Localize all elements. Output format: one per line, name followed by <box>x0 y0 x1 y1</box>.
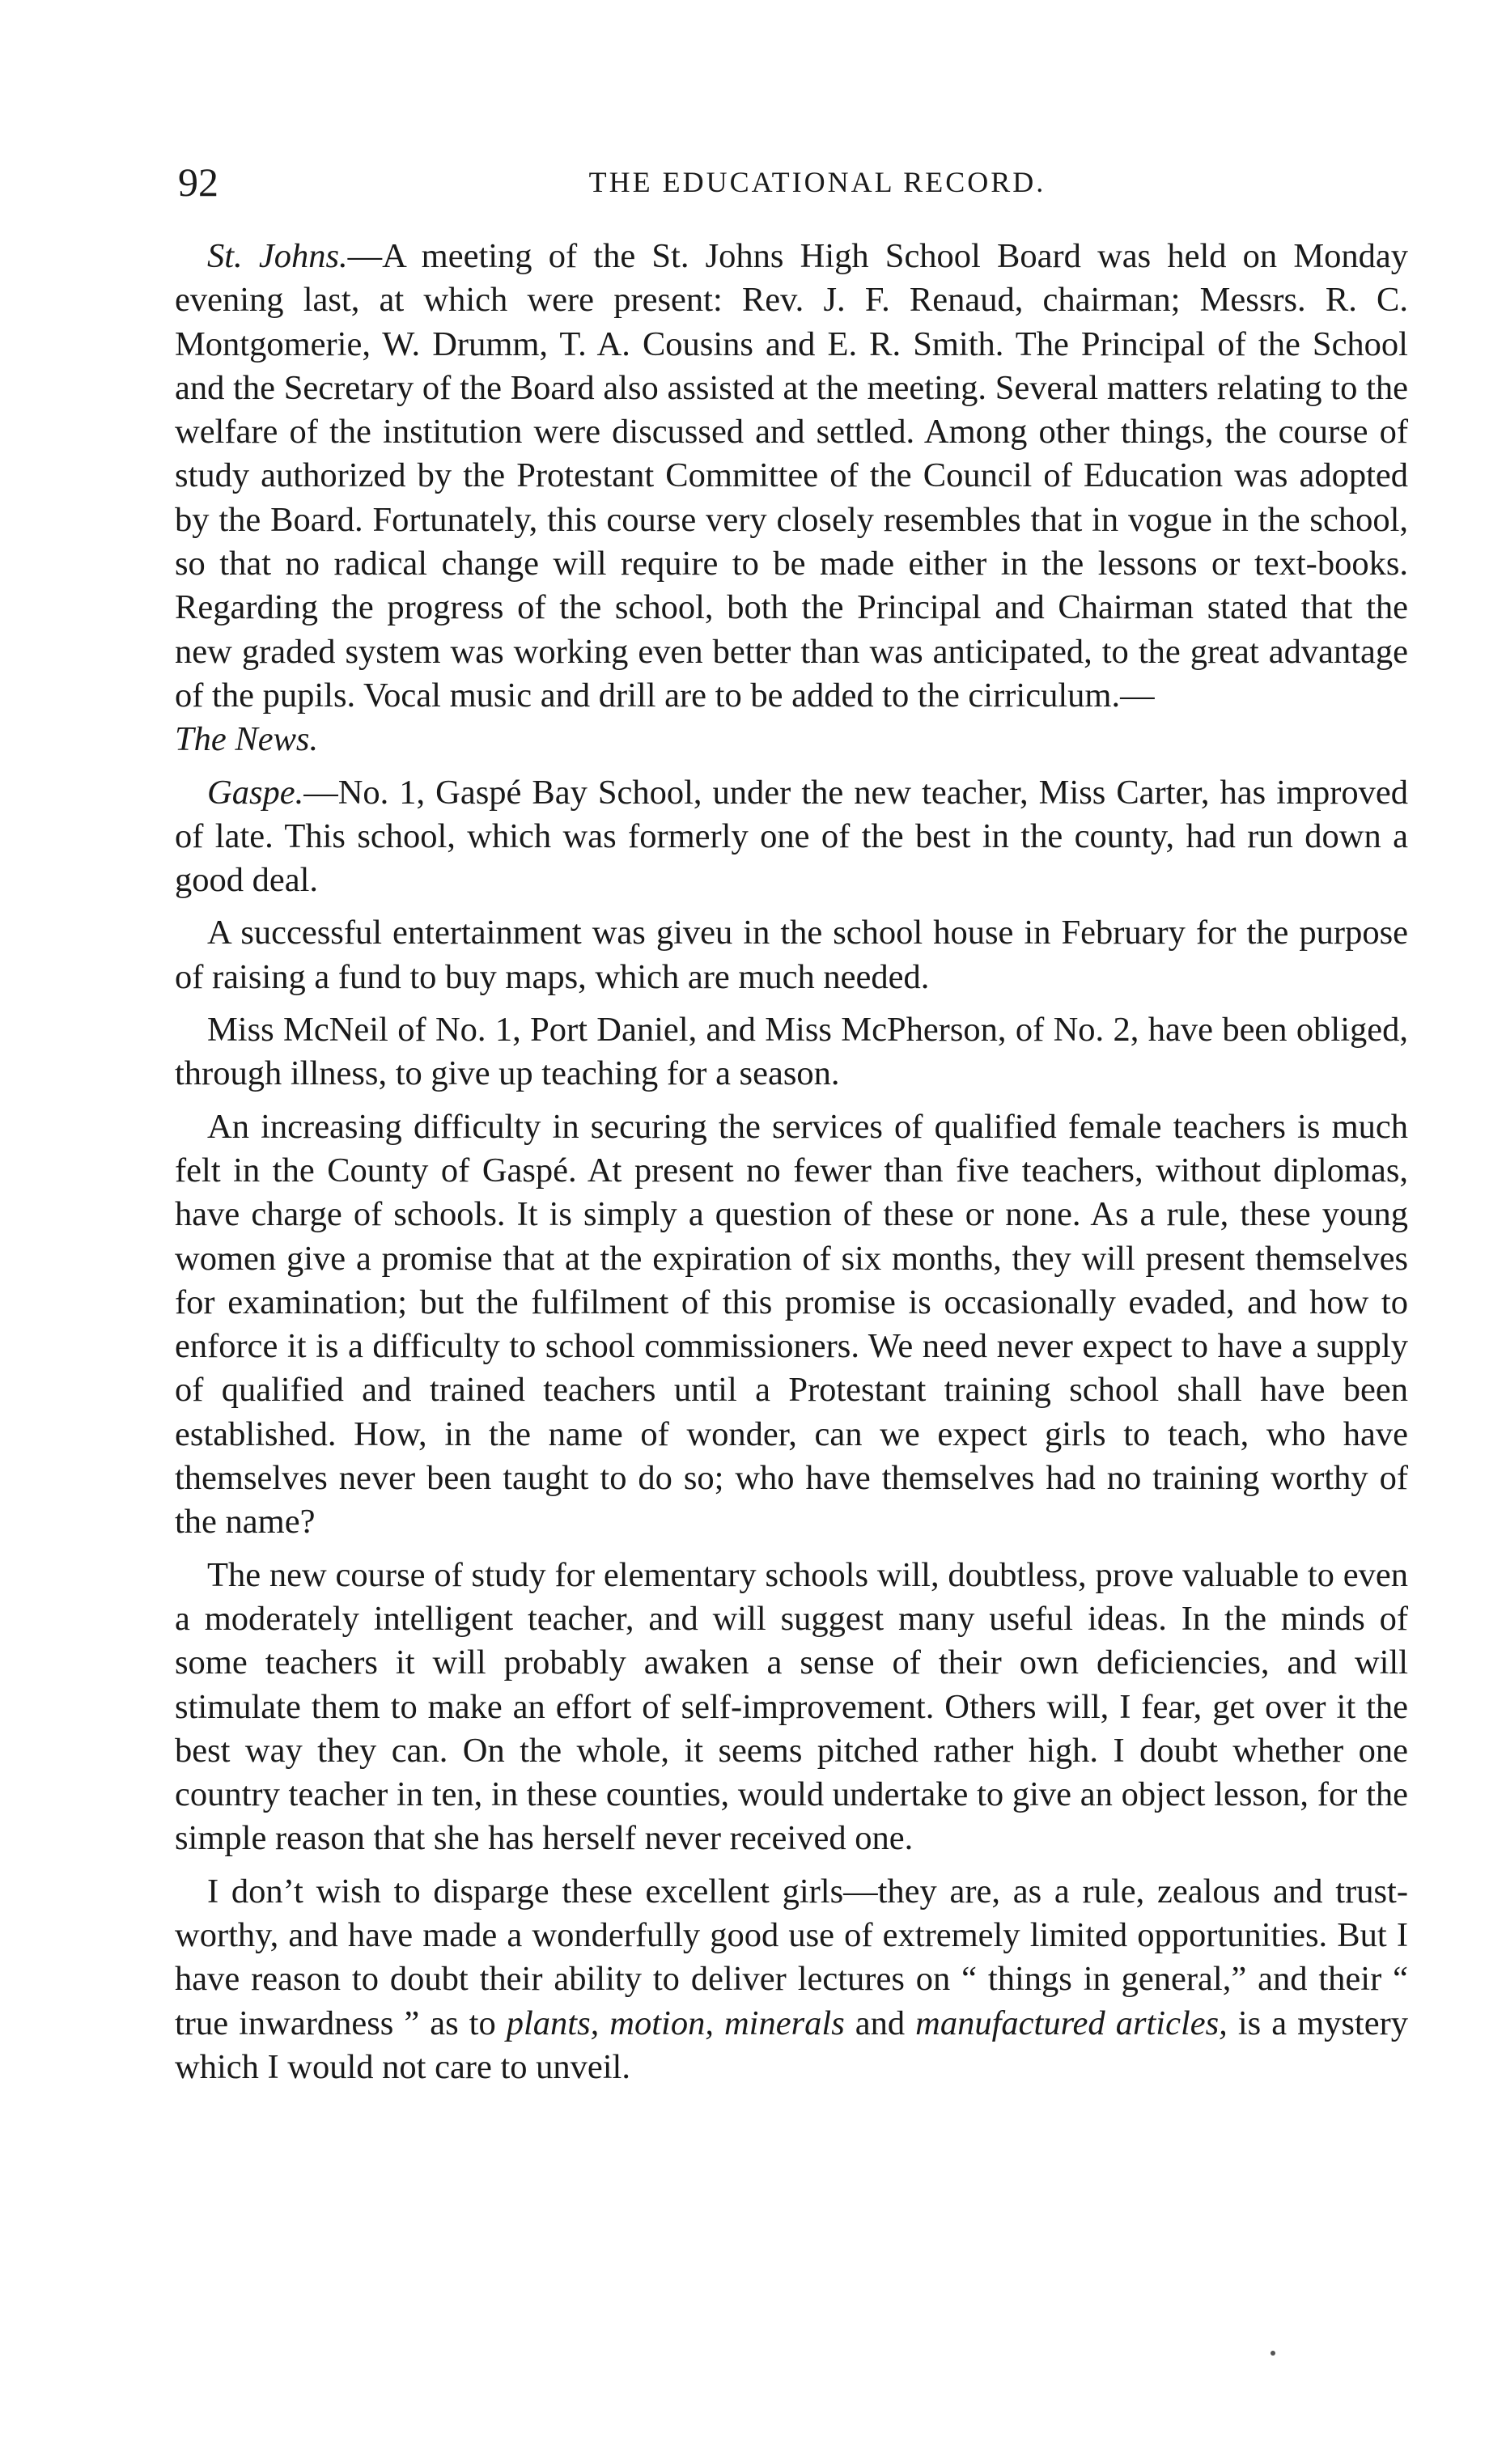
page-number: 92 <box>178 159 218 205</box>
paragraph-entertainment: A successful entertainment was giveu in the school house in February for the purpose of raising a fund to buy maps, which are much needed. <box>175 914 1408 996</box>
article-body <box>175 235 1408 2089</box>
paragraph-illness: Miss McNeil of No. 1, Port Daniel, and Miss McPherson, of No. 2, have been obliged, through illness, to give up teaching for a season. <box>175 1011 1408 1093</box>
paragraph-female-teachers: An increasing difficulty in securing the services of qualified female teachers is much felt in the County of Gaspé. At present no fewer than five teachers, without diplomas, have charge of schools. It is simply a question of these or none. As a rule, these young women give a promise that at the expiration of six months, they will present themselves for examination; but the fulfilment of this promise is occasionally evaded, and how to enforce it is a difficulty to school commissioners. We need never expect to have a supply of qualified and trained teachers until a Protestant training school shall have been established. How, in the name of wonder, can we expect girls to teach, who have themselves never been taught to do so; who have themselves had no training worthy of the name? <box>175 1107 1408 1542</box>
page-header <box>178 158 1457 206</box>
place-heading-gaspe: Gaspe. <box>207 773 304 812</box>
running-title: THE EDUCATIONAL RECORD. <box>588 166 1046 198</box>
paragraph-st-johns-text: —A meeting of the St. Johns High School Board was held on Monday evening last, at which were present: Rev. J. F. Renaud, chairman; Messrs. R. C. Montgomerie, W. Drumm, T. A. Cousins and E. R. Smith. The Principal of the School and the Secretary of the Board also assisted at the meeting. Several matters relating to the welfare of the institution were discussed and settled. Among other things, the course of study authorized by the Protestant Committee of the Council of Education was adopted by the Board. Fortunately, this course very closely resembles that in vogue in the school, so that no radical change will require to be made either in the lessons or text-books. Regarding the progress of the school, both the Principal and Chairman stated that the new graded system was working even better than was anticipated, to the great advantage of the pupils. Vocal music and drill are to be added to the cirriculum.— <box>175 237 1408 715</box>
paragraph-course-of-study: The new course of study for elementary schools will, doubtless, prove valuable to even a moderately intelligent teacher, and will suggest many useful ideas. In the minds of some teachers it will probably awaken a sense of their own deficiencies, and will stimulate them to make an effort of self-improvement. Others will, I fear, get over it the best way they can. On the whole, it seems pitched rather high. I doubt whether one country teacher in ten, in these counties, would undertake to give an object lesson, for the simple reason that she has herself never received one. <box>175 1555 1408 1858</box>
paragraph-disparage-text-a: I don’t wish to disparge these excellent girls—they are, as a rule, zealous and trust-worthy, and have made a wonderfully good use of extremely limited opportunities. But I have reason to doubt their ability to deliver lectures on “ things in general,” and their “ true inwardness ” as to <box>175 1872 1408 2042</box>
emphasis-plants-motion-minerals: plants, motion, minerals <box>506 2004 845 2042</box>
paragraph-disparage-text-c: is a mystery which I would not care to unveil. <box>175 2004 1408 2086</box>
paragraph-disparage-text-b: and <box>844 2004 916 2042</box>
paragraph-gaspe <box>175 771 1408 903</box>
place-heading-st-johns: St. Johns. <box>207 237 348 275</box>
emphasis-manufactured-articles: manufactured articles, <box>915 2004 1228 2042</box>
source-credit: The News. <box>175 720 319 759</box>
paragraph-gaspe-text: —No. 1, Gaspé Bay School, under the new teacher, Miss Carter, has improved of late. This school, which was formerly one of the best in the county, had run down a good deal. <box>175 773 1408 900</box>
stray-mark <box>1271 2351 1275 2356</box>
paragraph-st-johns <box>175 235 1408 762</box>
paragraph-disparage <box>175 1870 1408 2089</box>
